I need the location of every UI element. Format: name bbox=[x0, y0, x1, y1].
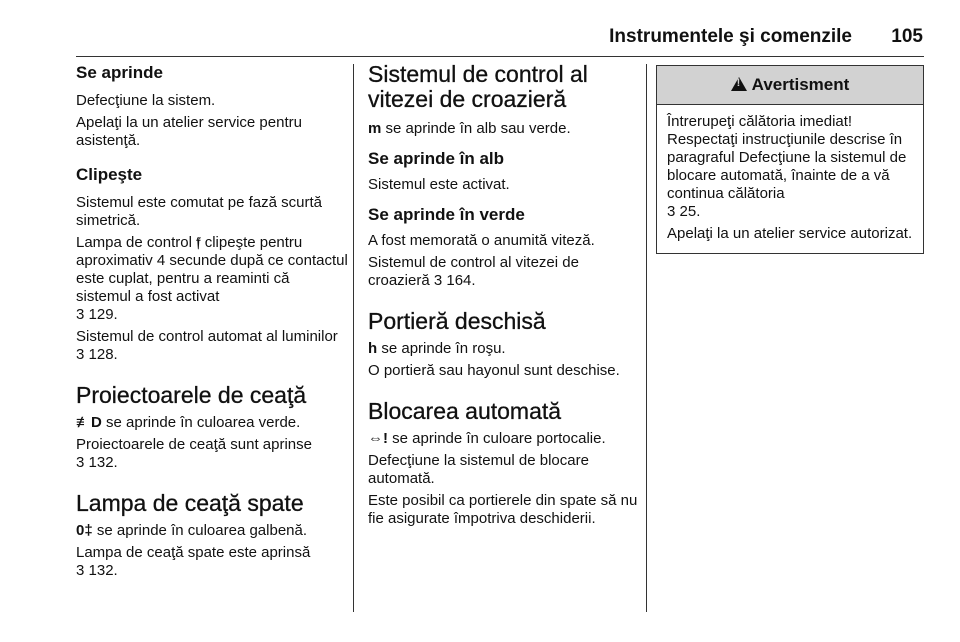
warning-body bbox=[657, 105, 923, 253]
paragraph: 0‡ se aprinde în culoarea galbenă. bbox=[76, 522, 308, 539]
paragraph: A fost memorată o anumită viteză. bbox=[368, 232, 595, 249]
paragraph: m se aprinde în alb sau verde. bbox=[368, 120, 571, 137]
heading-portiera-deschisa: Portieră deschisă bbox=[368, 308, 546, 334]
control-lamp-icon: 𝔣 bbox=[196, 234, 201, 251]
paragraph: Apelaţi la un atelier service autorizat. bbox=[667, 225, 913, 242]
fog-light-icon: ≢D bbox=[76, 414, 102, 431]
paragraph: Proiectoarele de ceaţă sunt aprinse 3 132. bbox=[76, 436, 312, 471]
page-reference: 3 132. bbox=[76, 454, 118, 471]
heading-clipeste: Clipeşte bbox=[76, 165, 143, 184]
paragraph: Lampa de control 𝔣 clipeşte pentru aproximativ 4 secunde după ce contactul este cuplat, pentru a reaminti că sistemul a fost activat 3 129. bbox=[76, 234, 348, 323]
paragraph: Întrerupeţi călătoria imediat! Respectaţi instrucţiunile descrise în paragraful Defecţiune la sistemul de blocare automată, înainte de a vă continua călătoria 3 25. bbox=[667, 113, 907, 220]
rear-fog-light-icon: 0‡ bbox=[76, 522, 93, 539]
page-number: 105 bbox=[891, 26, 923, 47]
paragraph: ⇔! se aprinde în culoare portocalie. bbox=[368, 430, 606, 447]
paragraph: ≢D se aprinde în culoarea verde. bbox=[76, 414, 301, 431]
warning-header bbox=[657, 66, 923, 105]
door-open-icon: h bbox=[368, 340, 378, 357]
heading-lampa-ceata-spate: Lampa de ceaţă spate bbox=[76, 490, 304, 516]
auto-lock-icon: ⇔! bbox=[368, 430, 388, 447]
warning-title: Avertisment bbox=[751, 75, 850, 94]
heading-control-viteza: Sistemul de control al vitezei de croazieră bbox=[368, 61, 588, 112]
heading-proiectoare-ceata: Proiectoarele de ceaţă bbox=[76, 382, 307, 408]
paragraph: h se aprinde în roşu. bbox=[368, 340, 506, 357]
paragraph: Sistemul este comutat pe fază scurtă simetrică. bbox=[76, 194, 322, 229]
section-title: Instrumentele şi comenzile bbox=[609, 26, 852, 47]
paragraph: Defecţiune la sistem. bbox=[76, 92, 216, 109]
heading-se-aprinde: Se aprinde bbox=[76, 63, 163, 82]
paragraph: Defecţiune la sistemul de blocare automată. bbox=[368, 452, 589, 487]
paragraph: Este posibil ca portierele din spate să nu fie asigurate împotriva deschiderii. bbox=[368, 492, 638, 527]
paragraph: Sistemul este activat. bbox=[368, 176, 510, 193]
column-divider-right bbox=[646, 64, 647, 612]
column-divider-left bbox=[353, 64, 354, 612]
page-reference: 3 132. bbox=[76, 562, 118, 579]
paragraph: Apelaţi la un atelier service pentru asistenţă. bbox=[76, 114, 302, 149]
heading-verde: Se aprinde în verde bbox=[368, 205, 525, 224]
page-header bbox=[0, 26, 960, 56]
paragraph: Sistemul de control al vitezei de croazieră 3 164. bbox=[368, 254, 579, 289]
paragraph: O portieră sau hayonul sunt deschise. bbox=[368, 362, 620, 379]
warning-box bbox=[656, 65, 924, 254]
paragraph: Sistemul de control automat al luminilor 3 128. bbox=[76, 328, 338, 363]
cruise-control-icon: m bbox=[368, 120, 382, 137]
page-reference: 3 25. bbox=[667, 203, 701, 220]
column-middle bbox=[368, 62, 640, 528]
heading-blocare-automata: Blocarea automată bbox=[368, 398, 562, 424]
warning-triangle-icon bbox=[731, 75, 750, 95]
heading-alb: Se aprinde în alb bbox=[368, 149, 505, 168]
paragraph: Lampa de ceaţă spate este aprinsă 3 132. bbox=[76, 544, 311, 579]
page-reference: 3 129. bbox=[76, 306, 118, 323]
column-right bbox=[656, 62, 924, 254]
column-left bbox=[76, 62, 348, 580]
header-divider bbox=[76, 56, 924, 57]
